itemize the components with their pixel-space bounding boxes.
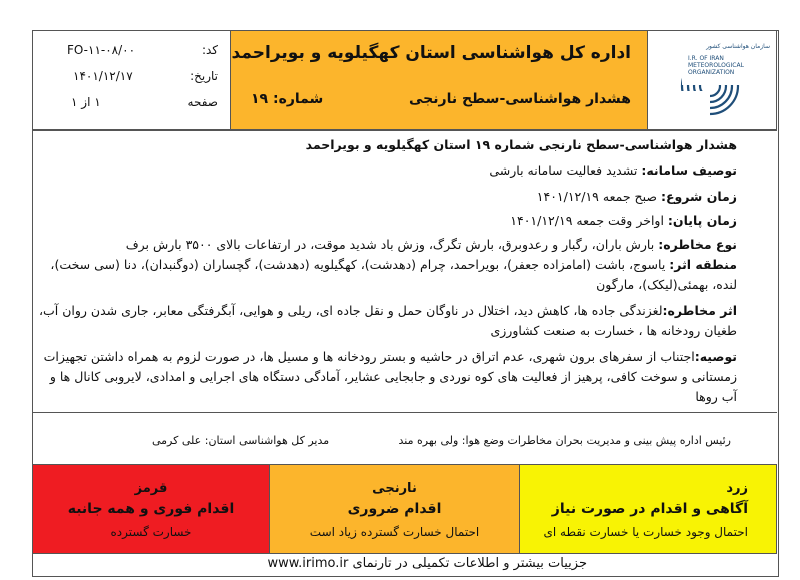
doc-number: شماره: ۱۹ (251, 91, 324, 107)
start-value: صبح جمعه ۱۴۰۱/۱۲/۱۹ (536, 189, 661, 204)
footer-website-text: جزییات بیشتر و اطلاعات تکمیلی در تارنمای www.irimo.ir (267, 556, 587, 571)
end-label: زمان پایان: (667, 213, 737, 228)
hazard-value: بارش باران، رگبار و رعدوبرق، بارش تگرگ، وزش باد شدید موقت، در ارتفاعات بالای ۳۵۰۰ بارش برف (125, 237, 659, 252)
date-label: تاریخ: (190, 69, 218, 83)
impact-label: اثر مخاطره: (662, 303, 737, 318)
end-value: اواخر وقت جمعه ۱۴۰۱/۱۲/۱۹ (510, 213, 668, 228)
document-frame (32, 30, 779, 577)
hazard-label: نوع مخاطره: (658, 237, 737, 252)
level-orange-action: اقدام ضروری (347, 501, 442, 517)
level-red-action: اقدام فوری و همه جانبه (67, 501, 235, 517)
level-yellow-desc: احتمال وجود خسارت یا خسارت نقطه ای (543, 525, 748, 539)
impact-value: لغزندگی جاده ها، کاهش دید، اختلال در ناوگان حمل و نقل جاده ای، ریلی و هوایی، آبگرفتگی معابر، جاری شدن روان آب، طغیان رودخانه ها ، خسارت به صنعت کشاورزی (38, 303, 737, 338)
logo-text-fa: سازمان هواشناسی کشور (706, 43, 770, 50)
system-label: توصیف سامانه: (641, 163, 737, 178)
level-orange-name: نارنجی (372, 481, 417, 496)
page-value: ۱ از ۱ (71, 95, 101, 109)
level-red-name: قرمز (134, 481, 168, 496)
level-yellow-action: آگاهی و اقدام در صورت نیاز (551, 501, 748, 517)
level-orange-desc: احتمال خسارت گسترده زیاد است (309, 525, 480, 539)
start-label: زمان شروع: (660, 189, 737, 204)
doc-subtitle: هشدار هواشناسی-سطح نارنجی (409, 91, 631, 107)
level-red-desc: خسارت گسترده (110, 525, 192, 539)
org-title: اداره کل هواشناسی استان کهگیلویه و بویراحمد (231, 43, 631, 63)
forecast-head-signature: رئیس اداره پیش بینی و مدیریت بحران مخاطرات وضع هوا: ولی بهره مند (398, 434, 731, 447)
area-label: منطقه اثر: (669, 257, 737, 272)
advice-value: اجتناب از سفرهای برون شهری، عدم اتراق در حاشیه و بستر رودخانه ها و مسیل ها، در صورت لزوم به همراه داشتن تجهیزات زمستانی و سوخت کافی، پرهیز از فعالیت های کوه نوردی و جابجایی عشایر، آمادگی دستگاه های اجرایی و امدادی، لایروبی کانال ها و آب روها (43, 349, 737, 404)
area-value: یاسوج، باشت (امامزاده جعفر)، بویراحمد، چرام (دهدشت)، کهگیلویه (دهدشت)، گچساران (دوگنبدان)، دنا (سی سخت)، لنده، بهمئی(لیکک)، مارگون (50, 257, 737, 292)
warning-heading: هشدار هواشناسی-سطح نارنجی شماره ۱۹ استان کهگیلویه و بویراحمد (305, 137, 737, 152)
advice-label: توصیه: (694, 349, 737, 364)
code-label: کد: (201, 43, 218, 57)
logo-text-en: I.R. OF IRAN METEOROLOGICAL ORGANIZATION (688, 55, 744, 76)
director-signature: مدیر کل هواشناسی استان: علی کرمی (152, 434, 330, 447)
code-value: FO-۱۱-۰۸/۰۰ (67, 43, 136, 57)
page-label: صفحه (187, 95, 218, 109)
system-value: تشدید فعالیت سامانه بارشی (489, 163, 642, 178)
date-value: ۱۴۰۱/۱۲/۱۷ (73, 69, 133, 83)
level-yellow-name: زرد (726, 481, 748, 496)
